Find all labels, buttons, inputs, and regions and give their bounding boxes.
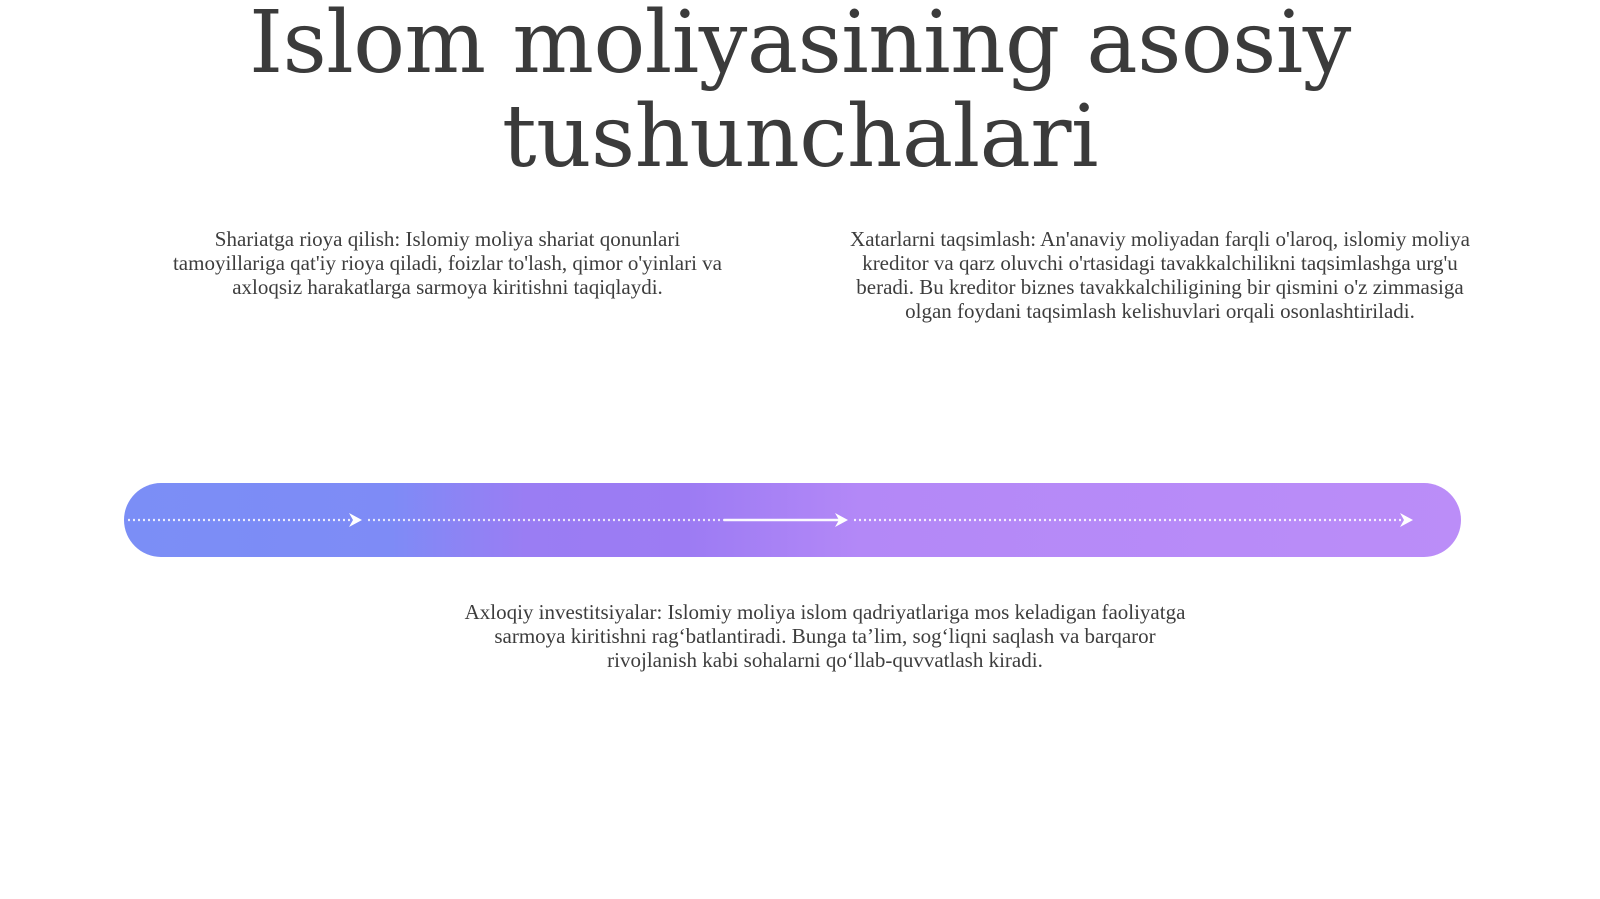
timeline-bar xyxy=(124,483,1461,557)
concept-risk-sharing: Xatarlarni taqsimlash: An'anaviy moliyadan farqli o'laroq, islomiy moliya kreditor va qarz oluvchi o'rtasidagi tavakkalchilikni taqsimlashga urg'u beradi. Bu kreditor biznes tavakkalchiligining bir qismini o'z zimmasiga olgan foydani taqsimlash kelishuvlari orqali osonlashtiriladi. xyxy=(850,227,1470,323)
slide-title: Islom moliyasining asosiy tushunchalari xyxy=(249,0,1351,187)
concept-sharia-compliance: Shariatga rioya qilish: Islomiy moliya shariat qonunlari tamoyillariga qat'iy rioya qiladi, foizlar to'lash, qimor o'yinlari va axloqsiz harakatlarga sarmoya kiritishni taqiqlaydi. xyxy=(172,227,723,299)
concept-ethical-investment: Axloqiy investitsiyalar: Islomiy moliya islom qadriyatlariga mos keladigan faoliyatga sarmoya kiritishni rag‘batlantiradi. Bunga ta’lim, sog‘liqni saqlash va barqaror rivojlanish kabi sohalarni qo‘llab-quvvatlash kiradi. xyxy=(464,600,1186,672)
